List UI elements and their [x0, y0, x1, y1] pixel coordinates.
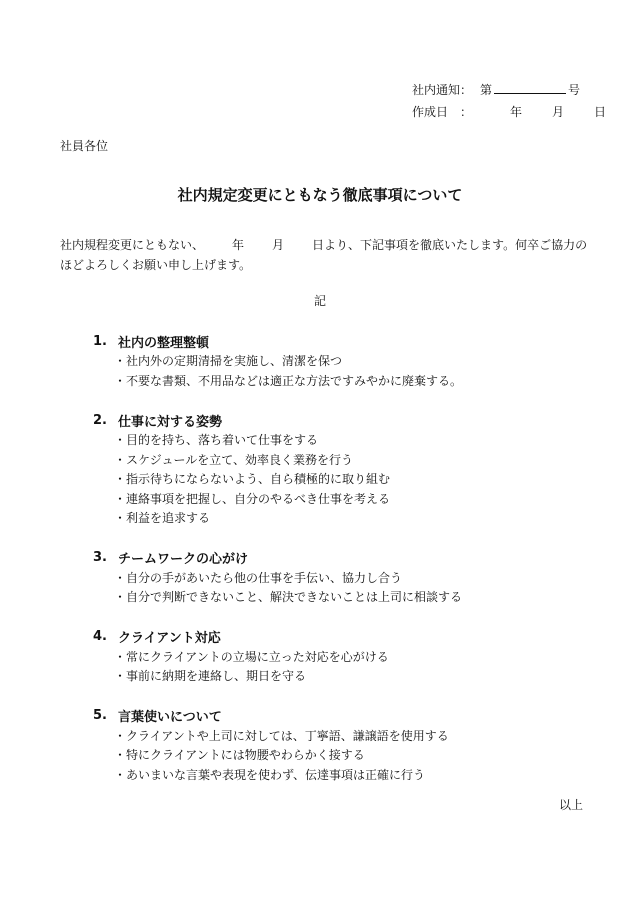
section-items [114, 431, 593, 529]
notice-number-row [412, 79, 606, 101]
list-item: ・連絡事項を把握し、自分のやるべき仕事を考える [114, 491, 391, 506]
closing-text: 以上 [559, 798, 584, 812]
list-item: ・クライアントや上司に対しては、丁寧語、謙譲語を使用する [114, 728, 449, 743]
intro-part1: 社内規程変更にともない、 [60, 238, 205, 252]
list-item: ・あいまいな言葉や表現を使わず、伝達事項は正確に行う [114, 767, 426, 782]
section-title: クライアント対応 [118, 631, 221, 646]
intro-year: 年 [232, 238, 245, 252]
list-item: ・自分の手があいたら他の仕事を手伝い、協力し合う [114, 570, 403, 585]
date-day: 日 [594, 105, 607, 119]
section-4 [93, 626, 593, 687]
section-1 [93, 330, 593, 391]
section-3 [93, 547, 593, 608]
notice-number-blank [494, 79, 566, 94]
section-items [114, 727, 593, 786]
notice-label: 社内通知： [412, 83, 473, 97]
section-2 [93, 409, 593, 529]
notice-suffix: 号 [568, 83, 581, 97]
section-number: 5. [93, 708, 107, 723]
section-number: 3. [93, 550, 107, 565]
list-item: ・スケジュールを立て、効率良く業務を行う [114, 452, 354, 467]
list-item: ・利益を追求する [114, 511, 211, 525]
section-items [114, 569, 593, 608]
section-number: 1. [93, 333, 107, 349]
section-5 [93, 705, 593, 786]
sections-list [93, 330, 593, 803]
section-heading [93, 330, 593, 352]
list-item: ・不要な書類、不用品などは適正な方法ですみやかに廃棄する。 [114, 373, 463, 388]
section-heading [93, 705, 593, 727]
date-month: 月 [552, 105, 565, 119]
section-heading [93, 626, 593, 648]
list-item: ・自分で判断できないこと、解決できないことは上司に相談する [114, 590, 463, 604]
date-label: 作成日 ： [412, 105, 473, 119]
list-item: ・事前に納期を連絡し、期日を守る [114, 669, 307, 683]
addressee: 社員各位 [60, 139, 109, 153]
section-title: チームワークの心がけ [118, 552, 249, 567]
section-items [114, 352, 593, 391]
document-title: 社内規定変更にともなう徹底事項について [177, 186, 463, 204]
intro-part2: 日より、下記事項を徹底いたします。何卒ご協力のほどよろしくお願い申し上げます。 [60, 238, 588, 272]
section-number: 2. [93, 412, 107, 428]
section-title: 仕事に対する姿勢 [118, 414, 223, 430]
list-item: ・常にクライアントの立場に立った対応を心がける [114, 649, 389, 664]
intro-month: 月 [272, 238, 285, 252]
ki-heading: 記 [313, 294, 326, 308]
list-item: ・社内外の定期清掃を実施し、清潔を保つ [114, 354, 343, 368]
section-number: 4. [93, 629, 107, 644]
date-year: 年 [510, 105, 523, 119]
notice-prefix: 第 [480, 83, 493, 97]
section-title: 社内の整理整頓 [118, 335, 210, 351]
document-meta [412, 79, 606, 123]
section-title: 言葉使いについて [118, 710, 222, 725]
list-item: ・目的を持ち、落ち着いて仕事をする [114, 433, 319, 447]
list-item: ・特にクライアントには物腰やわらかく接する [114, 748, 365, 762]
intro-paragraph [60, 235, 590, 275]
section-items [114, 648, 593, 687]
list-item: ・指示待ちにならないよう、自ら積極的に取り組む [114, 472, 391, 486]
created-date-row [412, 101, 606, 123]
section-heading [93, 409, 593, 431]
section-heading [93, 547, 593, 569]
